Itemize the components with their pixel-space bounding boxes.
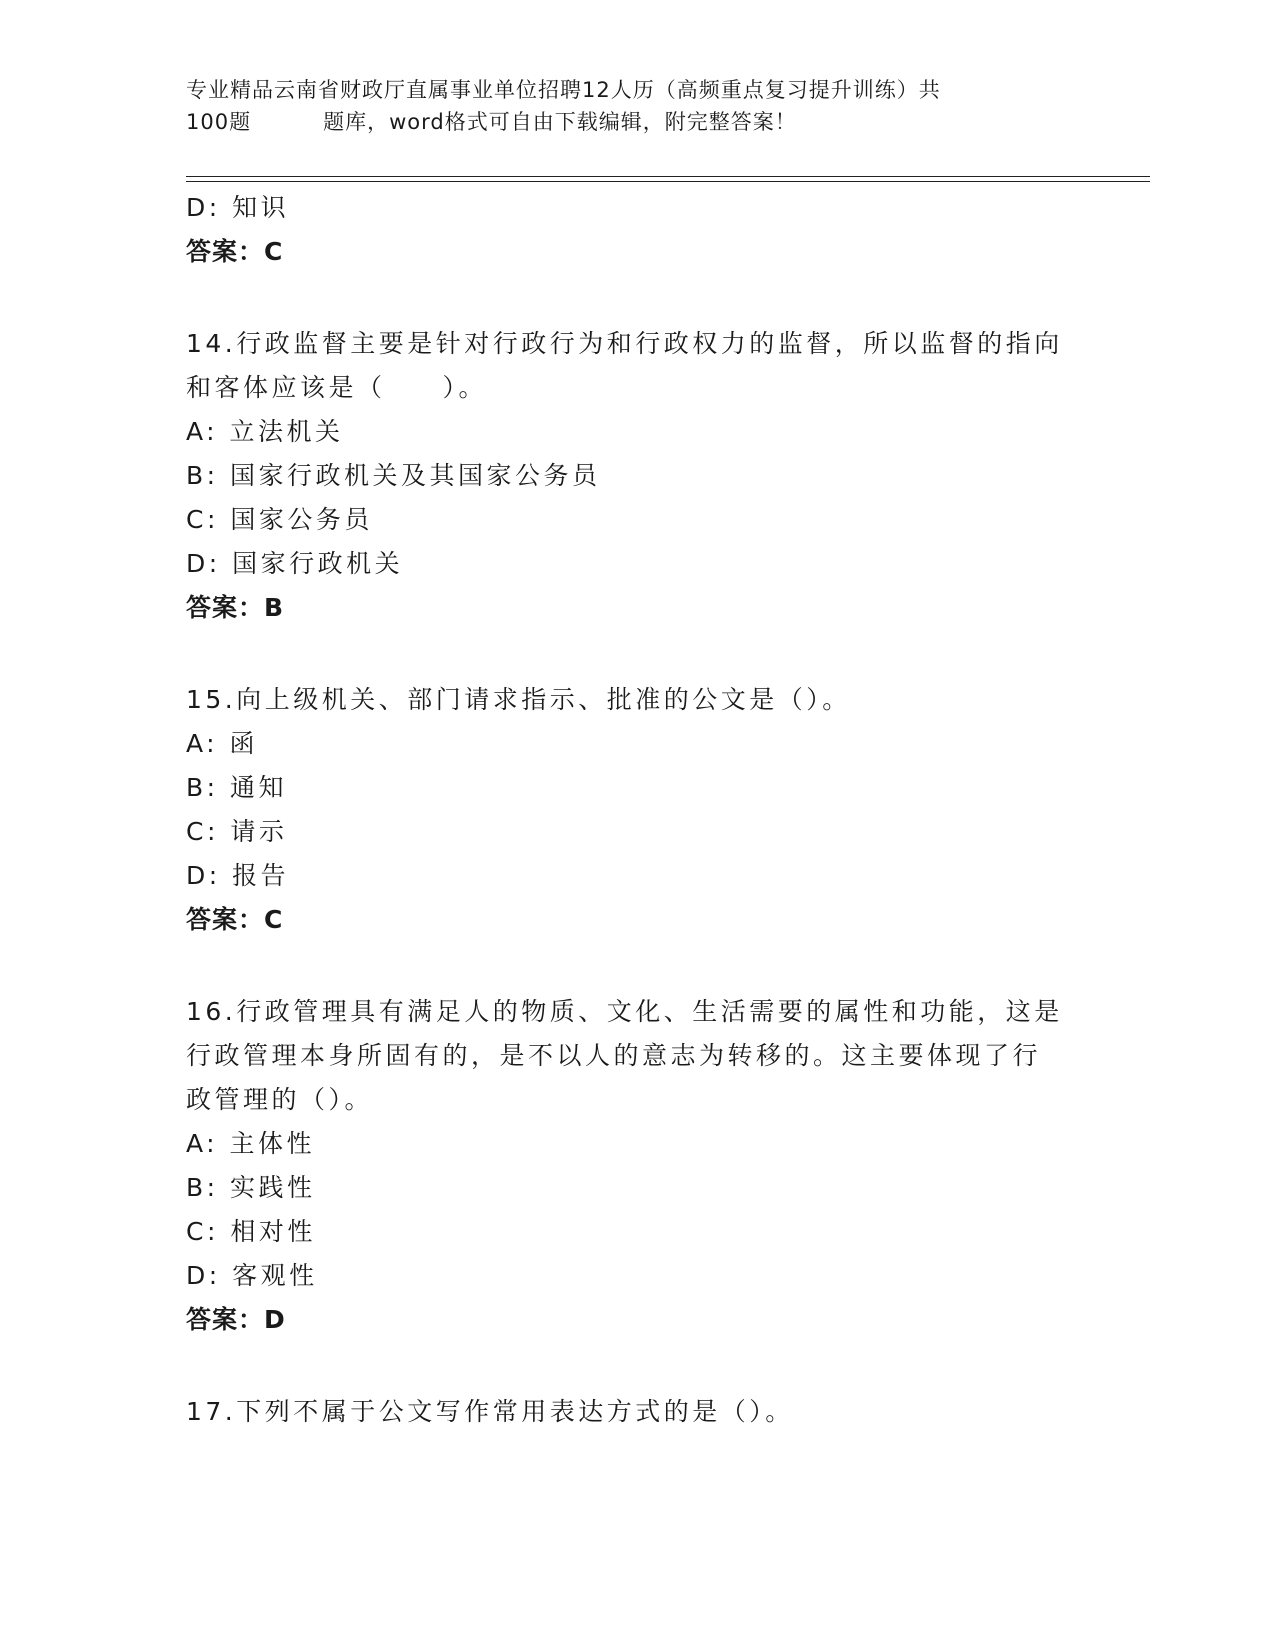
q14-answer: 答案：B (186, 593, 285, 622)
q14-stem-line1: 14.行政监督主要是针对行政行为和行政权力的监督，所以监督的指向 (186, 329, 1063, 358)
q16-option-c: C: 相对性 (186, 1217, 316, 1246)
q14-option-a: A: 立法机关 (186, 417, 344, 446)
prev-answer: 答案：C (186, 237, 284, 266)
q17-stem-line1: 17.下列不属于公文写作常用表达方式的是（）。 (186, 1397, 794, 1426)
q16-option-b: B: 实践性 (186, 1173, 316, 1202)
q14-option-b: B: 国家行政机关及其国家公务员 (186, 461, 601, 490)
q15-option-a: A: 函 (186, 729, 259, 758)
q15-option-c: C: 请示 (186, 817, 288, 846)
header-title-description: 题库，word格式可自由下载编辑，附完整答案！ (323, 110, 797, 134)
q15-answer: 答案：C (186, 905, 284, 934)
q16-answer: 答案：D (186, 1305, 286, 1334)
header-rule-bottom (186, 181, 1150, 182)
q14-option-d: D: 国家行政机关 (186, 549, 404, 578)
q15-option-d: D: 报告 (186, 861, 290, 890)
q14-option-c: C: 国家公务员 (186, 505, 373, 534)
q16-stem-line1: 16.行政管理具有满足人的物质、文化、生活需要的属性和功能，这是 (186, 997, 1063, 1026)
prev-option-d: D: 知识 (186, 193, 290, 222)
header-rule-top (186, 176, 1150, 177)
q15-option-b: B: 通知 (186, 773, 288, 802)
header-title-line1: 专业精品云南省财政厅直属事业单位招聘12人历（高频重点复习提升训练）共 (186, 78, 941, 102)
q16-option-a: A: 主体性 (186, 1129, 316, 1158)
header-title-count: 100题 (186, 110, 252, 134)
q16-option-d: D: 客观性 (186, 1261, 318, 1290)
header-title-line2 (186, 106, 1086, 138)
q14-stem-line2: 和客体应该是（ ）。 (186, 373, 488, 402)
document-header (186, 74, 1086, 138)
q15-stem-line1: 15.向上级机关、部门请求指示、批准的公文是（）。 (186, 685, 851, 714)
q16-stem-line2: 行政管理本身所固有的，是不以人的意志为转移的。这主要体现了行 (186, 1041, 1042, 1070)
q16-stem-line3: 政管理的（）。 (186, 1085, 374, 1114)
